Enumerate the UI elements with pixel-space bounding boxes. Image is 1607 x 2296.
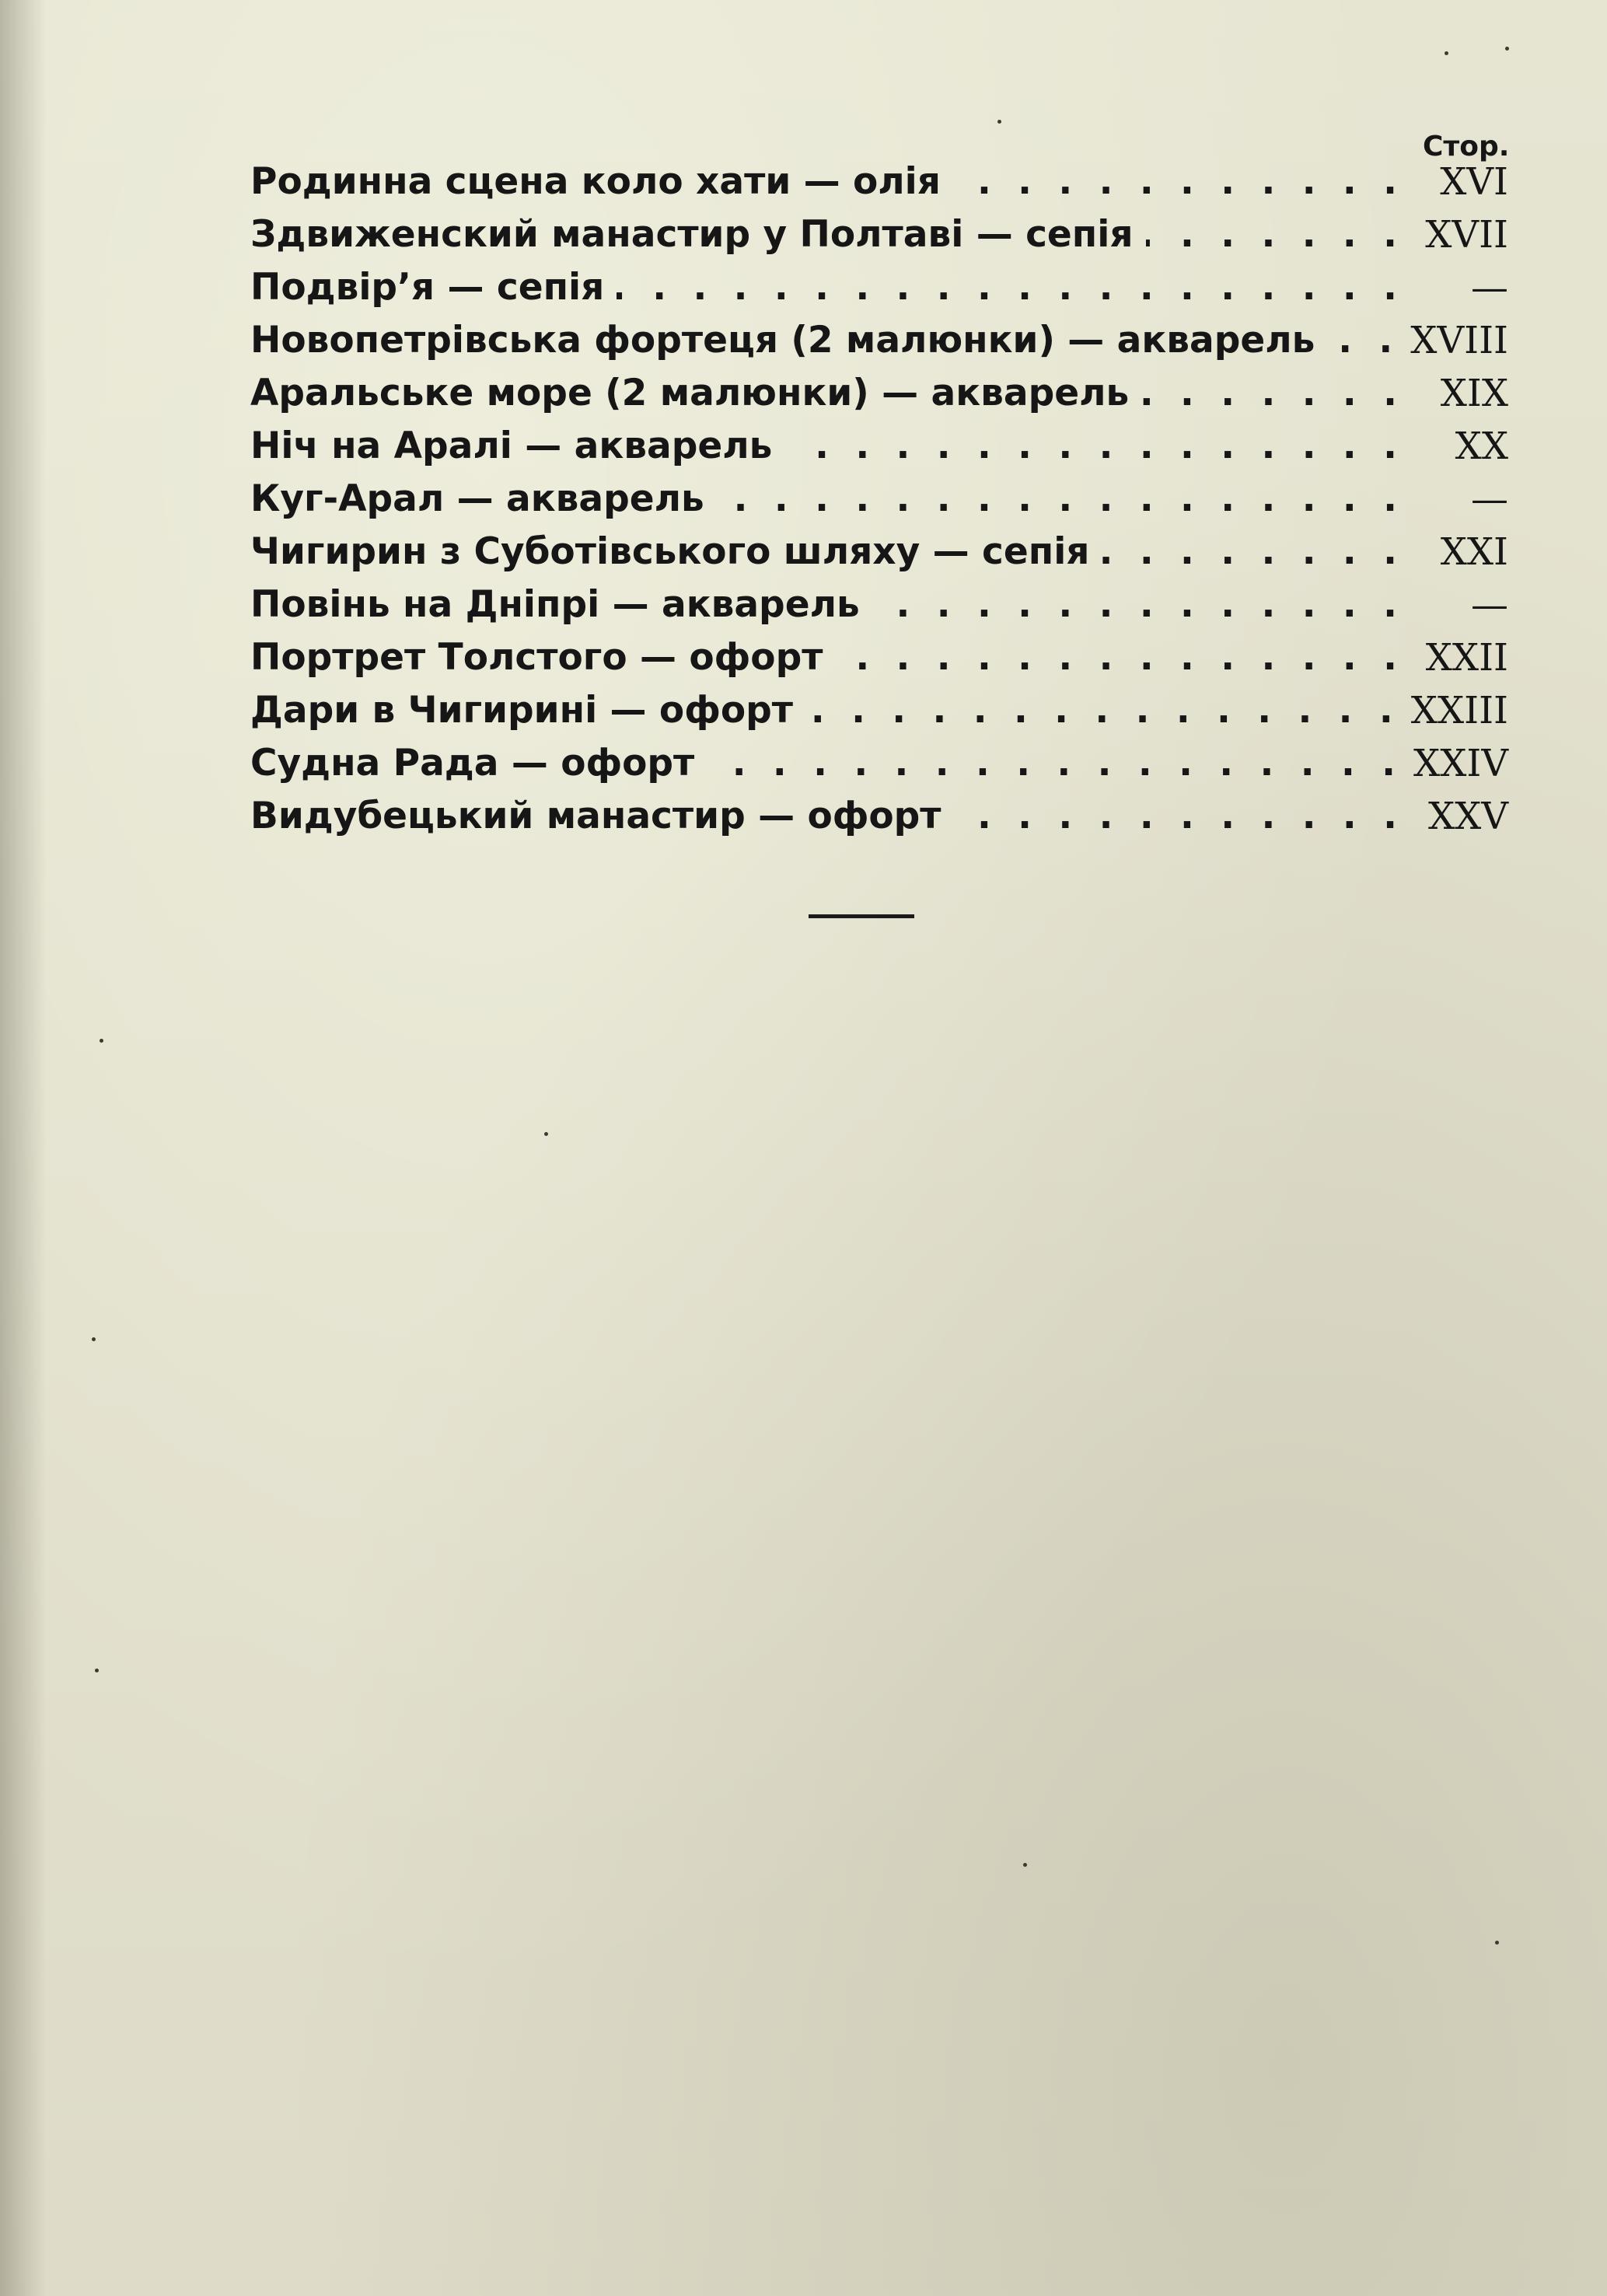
entry-title: Куг-Арал — акварель [250,477,704,520]
toc-entry [250,367,1508,420]
paper-speck [1495,1941,1499,1945]
entry-page-number: XVI [1440,160,1508,204]
dot-leader [835,631,1404,684]
toc-entry [250,737,1508,790]
entry-page-number: XIX [1440,372,1508,415]
paper-speck [95,1669,99,1672]
paper-speck [100,1039,103,1043]
page-edge-shadow [0,0,47,2296]
entry-title: Портрет Толстого — офорт [250,636,823,679]
toc-entry [250,208,1508,261]
entry-title: Ніч на Аралі — акварель [250,425,773,467]
entry-title: Видубецький манастир — офорт [250,795,941,837]
entry-title: Аральське море (2 малюнки) — акварель [250,372,1130,414]
toc-entry [250,526,1508,578]
entry-title: Дари в Чигирині — офорт [250,689,794,732]
paper-speck [92,1337,96,1341]
paper-speck [1445,51,1448,55]
dot-leader [784,420,1404,473]
toc-entry [250,261,1508,314]
dot-leader [1141,367,1404,420]
toc-entry [250,314,1508,367]
dot-leader [1327,314,1399,367]
entry-title: Родинна сцена коло хати — олія [250,160,941,203]
dot-leader [717,473,1404,526]
dot-leader [617,261,1404,314]
toc-entry [250,578,1508,631]
entry-page-number: XXI [1440,530,1508,574]
entry-page-number: — [1471,477,1508,521]
dot-leader [1102,526,1405,578]
dot-leader [805,684,1400,737]
toc-entry [250,156,1508,208]
entry-page-number: — [1471,266,1508,309]
paper-speck [1505,47,1509,51]
section-divider-rule [809,914,914,918]
toc-entry [250,420,1508,473]
toc-entry [250,684,1508,737]
entry-page-number: XVIII [1410,319,1508,362]
paper-speck [544,1132,548,1136]
entry-page-number: XXIV [1413,742,1508,785]
paper-speck [997,120,1001,124]
entry-title: Чигирин з Суботівського шляху — сепія [250,530,1090,573]
dot-leader [954,790,1404,843]
dot-leader [953,156,1404,208]
paper-speck [1023,1863,1027,1867]
dot-leader [872,578,1404,631]
entry-page-number: XXIII [1410,689,1508,732]
entry-page-number: XXV [1427,795,1508,838]
entry-page-number: XVII [1425,213,1508,257]
table-of-contents [250,156,1508,843]
entry-title: Новопетрівська фортеця (2 малюнки) — акварель [250,319,1315,362]
entry-title: Подвір’я — сепія [250,266,605,309]
toc-entry [250,473,1508,526]
dot-leader [707,737,1403,790]
toc-entry [250,631,1508,684]
entry-title: Повінь на Дніпрі — акварель [250,583,860,626]
entry-page-number: XXII [1425,636,1508,680]
page-column-header: Стор. [1423,131,1510,163]
entry-title: Судна Рада — офорт [250,742,695,785]
entry-page-number: — [1471,583,1508,627]
dot-leader [1146,208,1404,261]
entry-page-number: XX [1455,425,1508,468]
entry-title: Здвиженский манастир у Полтаві — сепія [250,213,1134,256]
toc-entry [250,790,1508,843]
